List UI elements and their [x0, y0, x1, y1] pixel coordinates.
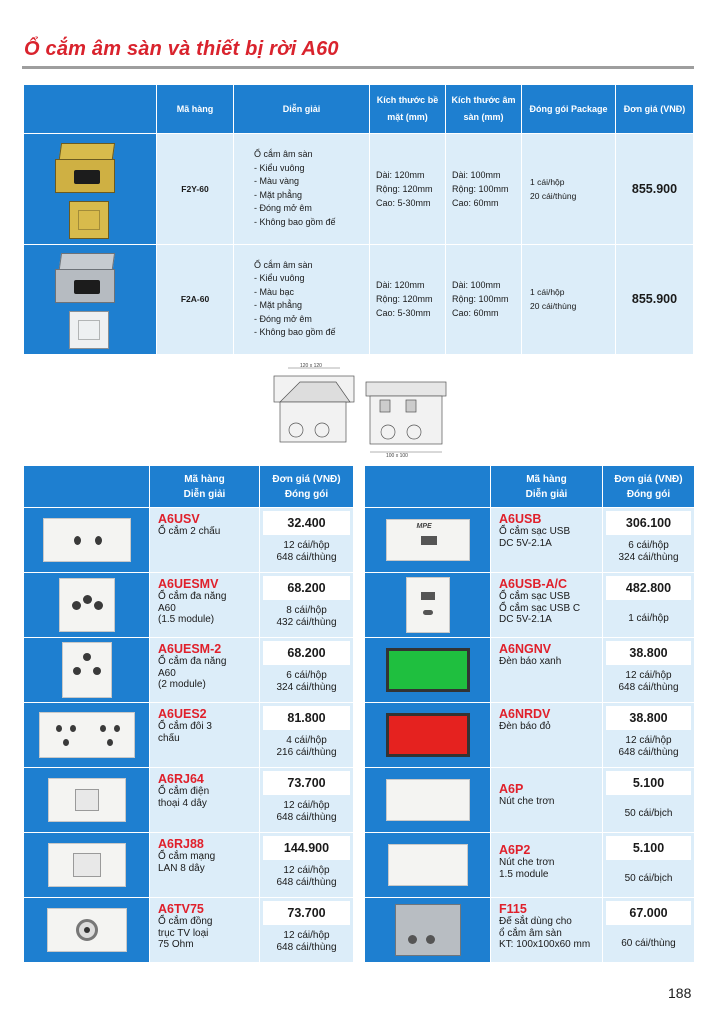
package-info	[603, 873, 694, 885]
header-floor-line2: âm sàn (mm)	[463, 95, 516, 123]
product-price: 855.900	[616, 244, 694, 354]
price-package	[260, 638, 354, 703]
product-description: DC 5V-2.1A	[499, 614, 552, 625]
product-description: Nút che trơn	[499, 857, 555, 868]
price-package	[603, 768, 695, 833]
package-info	[603, 670, 694, 694]
product-description: Ổ cắm sạc USB C	[499, 602, 581, 614]
floor-socket-table	[23, 84, 694, 355]
phone-jack-image	[48, 778, 126, 822]
product-description: LAN 8 dây	[158, 862, 205, 874]
header-image-cell	[365, 466, 491, 508]
header-floor-size	[446, 85, 522, 134]
table-row	[365, 508, 695, 573]
package-line: 20 cái/thùng	[530, 301, 577, 312]
table-row	[24, 703, 354, 768]
double-socket-image	[39, 712, 135, 758]
product-description	[234, 134, 370, 244]
product-info	[150, 703, 260, 768]
product-description: KT: 100x100x60 mm	[499, 939, 591, 950]
product-code: A6P2	[499, 843, 531, 857]
title-divider	[22, 66, 694, 69]
floor-socket-silver-image	[53, 249, 127, 349]
desc-line: Ổ cắm âm sàn	[254, 259, 313, 270]
header-surface-line1: Kích thước	[376, 95, 426, 106]
product-info	[150, 573, 260, 638]
floor-socket-gold-image	[53, 139, 127, 239]
drawing-plate	[366, 382, 446, 396]
table-row	[24, 638, 354, 703]
product-info	[150, 508, 260, 573]
price-package	[603, 898, 695, 963]
drawing-knockout	[315, 423, 329, 437]
product-info	[491, 638, 603, 703]
product-description: A60	[158, 602, 176, 614]
product-description: Nút che trơn	[499, 796, 555, 807]
floor-size	[446, 134, 522, 244]
product-description: Ổ cắm sạc USB	[499, 591, 571, 602]
product-description: A60	[158, 667, 176, 679]
product-description: Ổ cắm mạng	[158, 851, 216, 862]
product-description: trục TV loại	[158, 927, 209, 939]
package-info	[260, 670, 353, 694]
package-info	[603, 735, 694, 759]
header-price-line1: Đơn giá	[623, 103, 658, 114]
header-code-line2: Diễn giải	[183, 488, 226, 500]
product-code: A6TV75	[158, 902, 204, 916]
table-row	[365, 638, 695, 703]
product-description: DC 5V-2.1A	[499, 537, 552, 549]
package-line: 1 cái/hộp	[628, 613, 669, 624]
package-line: 648 cái/thùng	[276, 552, 337, 563]
product-price: 67.000	[606, 901, 691, 925]
product-info	[491, 833, 603, 898]
header-price	[603, 466, 695, 508]
product-code: F2A-60	[157, 244, 234, 354]
dim-line: Rộng: 120mm	[376, 294, 433, 305]
price-package	[260, 833, 354, 898]
package-line: 648 cái/thùng	[618, 747, 679, 758]
product-info	[491, 508, 603, 573]
header-price	[616, 85, 694, 134]
header-code-line1: Mã hàng	[526, 473, 567, 485]
package-line: 12 cái/hộp	[283, 930, 330, 941]
package-line: 8 cái/hộp	[286, 605, 327, 616]
dim-line: Rộng: 100mm	[452, 183, 509, 194]
dim-line: Cao: 60mm	[452, 308, 499, 319]
product-description: Đế sắt dùng cho	[499, 916, 572, 927]
product-price: 68.200	[263, 576, 350, 600]
product-description: Đèn báo đỏ	[499, 721, 551, 732]
product-code: A6USV	[158, 512, 200, 526]
product-code: A6RJ64	[158, 772, 204, 786]
product-image-cell	[24, 134, 157, 244]
product-code: A6UESMV	[158, 577, 219, 591]
steel-box-image	[395, 904, 461, 956]
desc-line: - Mặt phẳng	[254, 300, 303, 311]
dim-line: Dài: 120mm	[376, 280, 425, 291]
dim-line: Rộng: 100mm	[452, 294, 509, 305]
tv-socket-image	[47, 908, 127, 952]
product-code: A6P	[499, 782, 524, 796]
package-line: 50 cái/bịch	[624, 873, 673, 884]
product-price: 855.900	[616, 134, 694, 244]
product-price: 68.200	[263, 641, 350, 665]
product-code: F2Y-60	[157, 134, 234, 244]
table-row	[24, 573, 354, 638]
product-code: A6RJ88	[158, 837, 204, 851]
product-info	[491, 898, 603, 963]
product-price: 5.100	[606, 771, 691, 795]
package-line: 12 cái/hộp	[283, 865, 330, 876]
product-code: A6UESM-2	[158, 642, 222, 656]
desc-line: - Kiểu vuông	[254, 162, 305, 173]
product-info	[491, 703, 603, 768]
product-price: 306.100	[606, 511, 691, 535]
package-line: 648 cái/thùng	[618, 682, 679, 693]
product-description	[234, 244, 370, 354]
header-price-line2: (VNĐ)	[660, 103, 686, 114]
surface-size	[370, 244, 446, 354]
product-description: Ổ cắm điện	[158, 786, 210, 797]
table-row	[24, 898, 354, 963]
price-package	[603, 638, 695, 703]
header-code-line2: Diễn giải	[525, 488, 568, 500]
drawing-top-dimension: 120 x 120	[300, 363, 322, 369]
package-line: 324 cái/thùng	[276, 682, 337, 693]
package-line: 432 cái/thùng	[276, 617, 337, 628]
table-row	[24, 768, 354, 833]
price-package	[260, 508, 354, 573]
price-package	[603, 508, 695, 573]
table-row	[365, 768, 695, 833]
package-line: 4 cái/hộp	[286, 735, 327, 746]
desc-line: Ổ cắm âm sàn	[254, 149, 313, 160]
product-info	[150, 768, 260, 833]
product-info	[491, 768, 603, 833]
product-price: 38.800	[606, 641, 691, 665]
product-description: 1.5 module	[499, 868, 549, 880]
blank-plate-1-5-module-image	[388, 844, 468, 886]
header-code	[491, 466, 603, 508]
drawing-box-side	[280, 402, 346, 442]
product-description: (1.5 module)	[158, 614, 215, 625]
desc-line: - Không bao gồm đế	[254, 216, 336, 227]
package-info	[603, 540, 694, 564]
table-row	[365, 703, 695, 768]
header-package-line2: Package	[570, 103, 608, 114]
page-number: 188	[668, 985, 692, 1001]
product-price: 73.700	[263, 901, 350, 925]
table-row	[24, 833, 354, 898]
product-image-cell	[24, 244, 157, 354]
package-info	[603, 613, 694, 625]
product-description: (2 module)	[158, 679, 206, 690]
header-package	[522, 85, 616, 134]
product-code: F115	[499, 902, 527, 916]
surface-size	[370, 134, 446, 244]
header-description: Diễn giải	[234, 85, 370, 134]
package-line: 1 cái/hộp	[530, 287, 565, 298]
table-header-row	[24, 85, 694, 134]
product-code: A6NGNV	[499, 642, 552, 656]
product-price: 482.800	[606, 576, 691, 600]
usb-ac-charger-image	[406, 577, 450, 633]
product-price: 5.100	[606, 836, 691, 860]
dim-line: Dài: 120mm	[376, 169, 425, 180]
price-package	[260, 768, 354, 833]
table-row	[365, 833, 695, 898]
desc-line: - Đóng mở êm	[254, 203, 312, 214]
package-info	[260, 540, 353, 564]
package-info	[260, 800, 353, 824]
table-row	[365, 573, 695, 638]
package-line: 324 cái/thùng	[618, 552, 679, 563]
mpe-logo: MPE	[416, 523, 432, 530]
package-line: 648 cái/thùng	[276, 877, 337, 888]
header-code-line1: Mã hàng	[184, 473, 225, 485]
product-code: A6USB-A/C	[499, 577, 568, 591]
dim-line: Cao: 60mm	[452, 197, 499, 208]
universal-socket-image	[59, 578, 115, 632]
product-description: Ổ cắm đồng	[158, 916, 213, 927]
price-package	[603, 833, 695, 898]
header-image-cell	[24, 466, 150, 508]
table-row	[24, 508, 354, 573]
green-indicator-image	[386, 648, 470, 692]
package-line: 20 cái/thùng	[530, 190, 577, 201]
price-package	[260, 703, 354, 768]
desc-line: - Màu bạc	[254, 286, 295, 297]
header-floor-line1: Kích thước	[451, 95, 500, 106]
product-price: 38.800	[606, 706, 691, 730]
table-header-row	[365, 466, 695, 508]
table-row	[24, 244, 694, 354]
header-code	[150, 466, 260, 508]
floor-size	[446, 244, 522, 354]
header-surface-line2: bề mặt (mm)	[387, 95, 439, 123]
price-package	[603, 573, 695, 638]
drawing-knockout	[381, 425, 395, 439]
package-line: 648 cái/thùng	[276, 942, 337, 953]
price-package	[260, 898, 354, 963]
package-info	[522, 244, 616, 354]
product-description: Ổ cắm đa năng	[158, 656, 227, 667]
blank-plate-image	[386, 779, 470, 821]
package-line: 6 cái/hộp	[628, 540, 669, 551]
package-line: 12 cái/hộp	[283, 540, 330, 551]
product-code: A6USB	[499, 512, 542, 526]
table-header-row	[24, 466, 354, 508]
usb-charger-image	[386, 519, 470, 561]
product-description: Ổ cắm sạc USB	[499, 526, 571, 537]
product-description: Ổ cắm đa năng	[158, 591, 227, 602]
header-code: Mã hàng	[157, 85, 234, 134]
desc-line: - Không bao gồm đế	[254, 327, 336, 338]
dim-line: Rộng: 120mm	[376, 183, 433, 194]
dim-line: Cao: 5-30mm	[376, 197, 431, 208]
desc-line: - Đóng mở êm	[254, 313, 312, 324]
header-surface-size	[370, 85, 446, 134]
product-info	[150, 638, 260, 703]
desc-line: - Kiểu vuông	[254, 273, 305, 284]
dim-line: Cao: 5-30mm	[376, 308, 431, 319]
header-price-line2: Đóng gói	[626, 488, 671, 500]
package-line: 12 cái/hộp	[625, 735, 672, 746]
package-info	[260, 865, 353, 889]
socket-2pin-image	[43, 518, 131, 562]
red-indicator-image	[386, 713, 470, 757]
package-info	[260, 605, 353, 629]
package-line: 6 cái/hộp	[286, 670, 327, 681]
drawing-bottom-dimension: 100 x 100	[386, 453, 408, 458]
package-info	[260, 930, 353, 954]
dim-line: Dài: 100mm	[452, 169, 501, 180]
universal-socket-2module-image	[62, 642, 112, 698]
dimension-drawing	[270, 362, 450, 458]
desc-line: - Mặt phẳng	[254, 189, 303, 200]
product-description: thoại 4 dây	[158, 797, 207, 809]
lan-jack-image	[48, 843, 126, 887]
package-info	[603, 938, 694, 950]
header-price-line2: Đóng gói	[284, 488, 329, 500]
package-info	[522, 134, 616, 244]
package-line: 60 cái/thùng	[621, 938, 676, 949]
price-package	[603, 703, 695, 768]
desc-line: - Màu vàng	[254, 176, 300, 187]
package-line: 12 cái/hộp	[625, 670, 672, 681]
product-description: Đèn báo xanh	[499, 656, 562, 667]
product-price: 81.800	[263, 706, 350, 730]
table-row	[365, 898, 695, 963]
header-package-line1: Đóng gói	[529, 103, 569, 114]
drawing-knockout	[407, 425, 421, 439]
package-line: 216 cái/thùng	[276, 747, 337, 758]
product-price: 32.400	[263, 511, 350, 535]
package-line: 648 cái/thùng	[276, 812, 337, 823]
product-description: 75 Ohm	[158, 939, 194, 950]
header-image-cell	[24, 85, 157, 134]
product-info	[150, 898, 260, 963]
table-row	[24, 134, 694, 244]
right-product-table	[364, 465, 695, 963]
header-price	[260, 466, 354, 508]
package-info	[260, 735, 353, 759]
price-package	[260, 573, 354, 638]
header-price-line1: Đơn giá (VNĐ)	[272, 473, 341, 485]
left-product-table	[23, 465, 354, 963]
product-info	[491, 573, 603, 638]
package-line: 12 cái/hộp	[283, 800, 330, 811]
product-price: 144.900	[263, 836, 350, 860]
product-description: ổ cắm âm sàn	[499, 927, 562, 939]
drawing-knockout	[289, 423, 303, 437]
product-code: A6UES2	[158, 707, 207, 721]
product-description: Ổ cắm đôi 3	[158, 721, 212, 732]
package-line: 1 cái/hộp	[530, 176, 565, 187]
product-description: Ổ cắm 2 chấu	[158, 526, 221, 537]
product-price: 73.700	[263, 771, 350, 795]
product-info	[150, 833, 260, 898]
package-info	[603, 808, 694, 820]
page-title: Ổ cắm âm sàn và thiết bị rời A60	[24, 38, 339, 60]
product-description: chấu	[158, 732, 180, 744]
header-price-line1: Đơn giá (VNĐ)	[614, 473, 683, 485]
product-code: A6NRDV	[499, 707, 551, 721]
package-line: 50 cái/bịch	[624, 808, 673, 819]
dim-line: Dài: 100mm	[452, 280, 501, 291]
